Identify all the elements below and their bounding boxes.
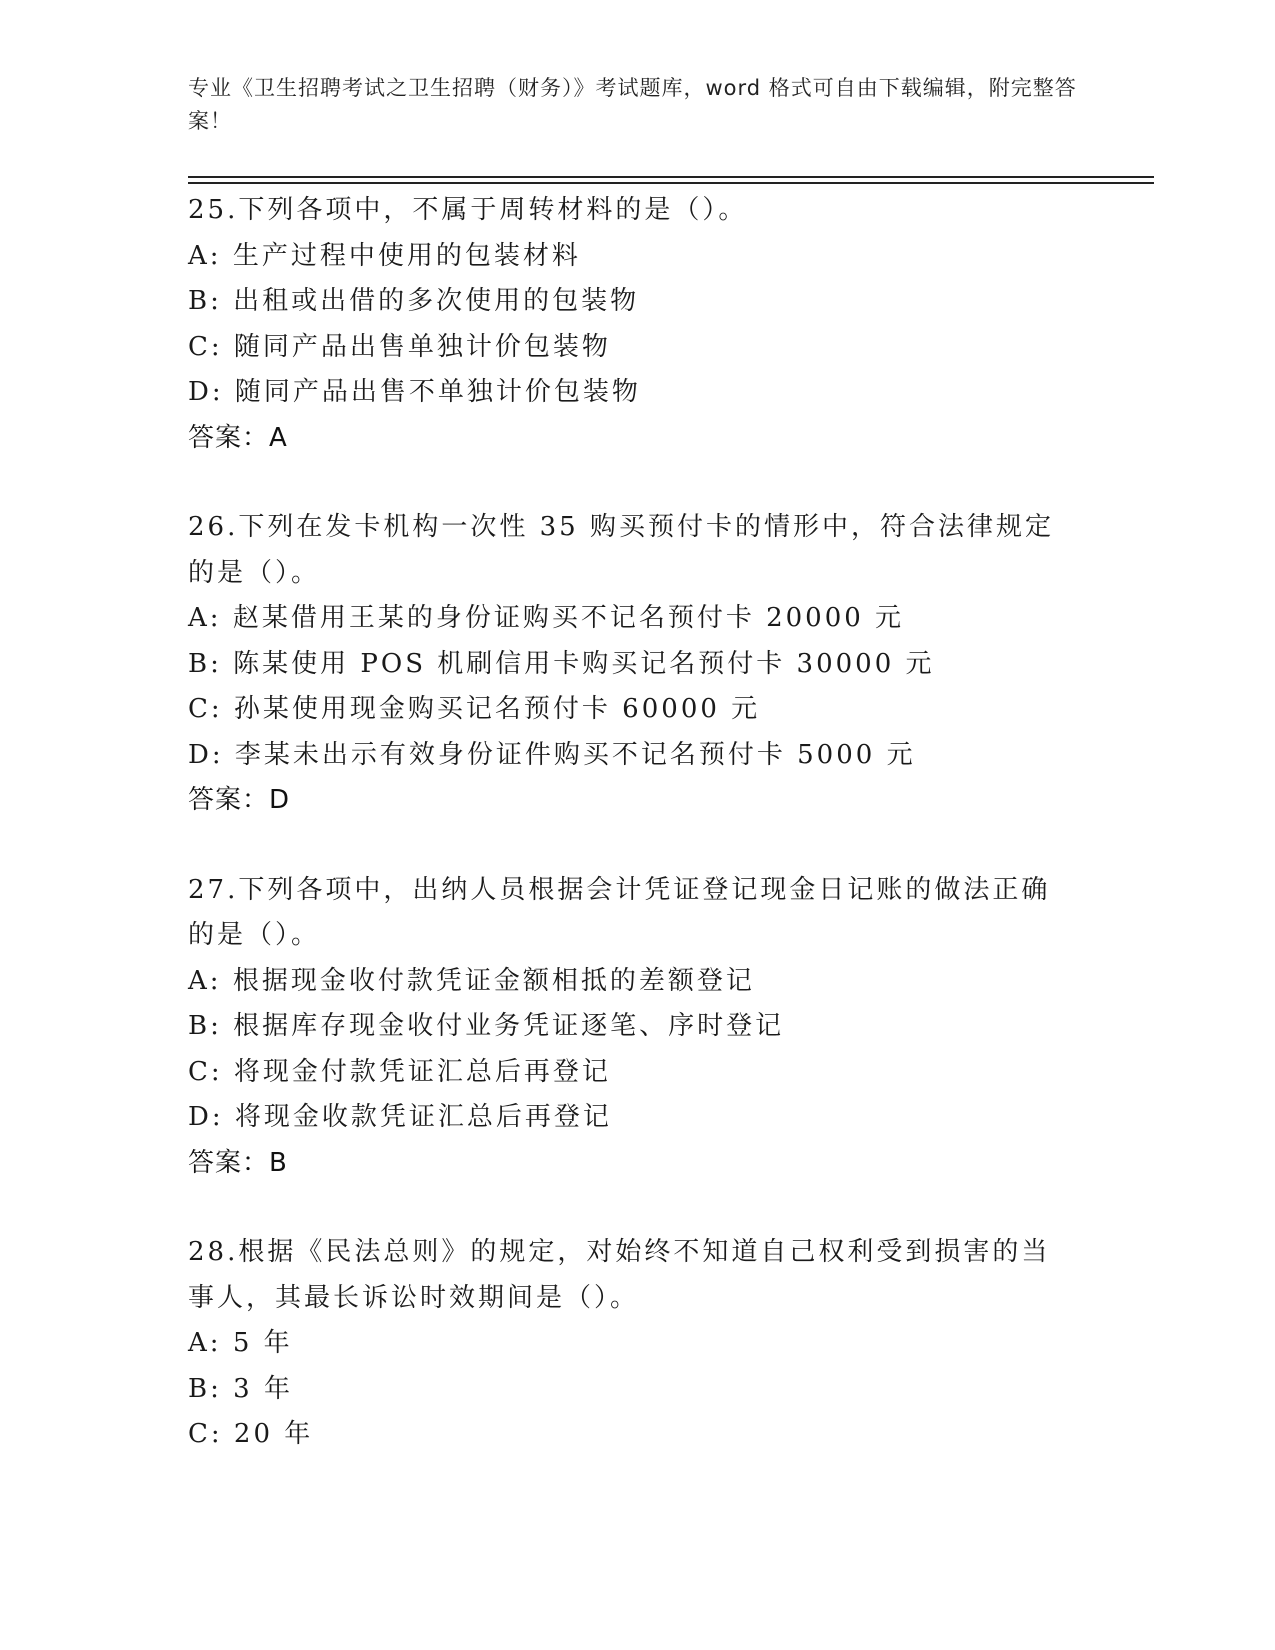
option-c bbox=[188, 1050, 1088, 1096]
question-stem: 25.下列各项中，不属于周转材料的是（）。 bbox=[188, 195, 748, 225]
option-key: B: bbox=[188, 648, 222, 679]
question-item bbox=[188, 505, 1088, 824]
option-key: A: bbox=[188, 965, 222, 996]
option-text: 李某未出示有效身份证件购买不记名预付卡 5000 元 bbox=[234, 739, 916, 770]
option-text: 随同产品出售单独计价包装物 bbox=[233, 331, 611, 362]
question-stem: 27.下列各项中，出纳人员根据会计凭证登记现金日记账的做法正确的是（）。 bbox=[188, 874, 1051, 950]
option-d bbox=[188, 370, 1088, 416]
option-c bbox=[188, 687, 1088, 733]
option-b bbox=[188, 642, 1088, 688]
option-key: C: bbox=[188, 1056, 223, 1087]
header-text: 专业《卫生招聘考试之卫生招聘（财务）》考试题库，word 格式可自由下载编辑，附完整答案！ bbox=[188, 76, 1077, 133]
answer-line: 答案：A bbox=[188, 422, 288, 453]
option-b bbox=[188, 1367, 1088, 1413]
option-a bbox=[188, 1321, 1088, 1367]
header-rule-bottom bbox=[188, 182, 1154, 184]
question-item bbox=[188, 1230, 1088, 1458]
option-a bbox=[188, 596, 1088, 642]
option-d bbox=[188, 733, 1088, 779]
option-text: 20 年 bbox=[233, 1419, 314, 1449]
option-key: A: bbox=[188, 1328, 222, 1358]
option-text: 孙某使用现金购买记名预付卡 60000 元 bbox=[233, 694, 761, 724]
question-item bbox=[188, 188, 1088, 461]
option-key: C: bbox=[188, 331, 223, 362]
question-stem: 26.下列在发卡机构一次性 35 购买预付卡的情形中，符合法律规定的是（）。 bbox=[188, 512, 1054, 588]
option-text: 赵某借用王某的身份证购买不记名预付卡 20000 元 bbox=[232, 603, 905, 633]
option-text: 5 年 bbox=[232, 1328, 293, 1358]
option-key: A: bbox=[188, 603, 222, 633]
document-header bbox=[188, 72, 1088, 138]
option-text: 将现金收款凭证汇总后再登记 bbox=[234, 1102, 612, 1132]
option-text: 根据现金收付款凭证金额相抵的差额登记 bbox=[232, 965, 755, 996]
option-key: D: bbox=[188, 377, 224, 407]
option-b bbox=[188, 279, 1088, 325]
question-item bbox=[188, 868, 1088, 1187]
option-c bbox=[188, 1412, 1088, 1458]
option-key: A: bbox=[188, 240, 222, 271]
option-text: 将现金付款凭证汇总后再登记 bbox=[233, 1056, 611, 1087]
option-key: C: bbox=[188, 694, 223, 724]
answer-line: 答案：B bbox=[188, 1147, 288, 1178]
option-text: 随同产品出售不单独计价包装物 bbox=[234, 377, 641, 407]
header-rule-top bbox=[188, 176, 1154, 178]
option-key: B: bbox=[188, 1373, 222, 1404]
option-key: C: bbox=[188, 1419, 223, 1449]
option-key: D: bbox=[188, 739, 224, 770]
question-list bbox=[188, 188, 1088, 1502]
option-d bbox=[188, 1095, 1088, 1141]
option-b bbox=[188, 1004, 1088, 1050]
option-key: B: bbox=[188, 286, 222, 316]
option-text: 3 年 bbox=[233, 1373, 293, 1404]
option-c bbox=[188, 325, 1088, 371]
option-text: 陈某使用 POS 机刷信用卡购买记名预付卡 30000 元 bbox=[233, 648, 935, 679]
option-key: D: bbox=[188, 1102, 224, 1132]
answer-line: 答案：D bbox=[188, 785, 291, 815]
option-a bbox=[188, 959, 1088, 1005]
option-a bbox=[188, 234, 1088, 280]
option-text: 生产过程中使用的包装材料 bbox=[232, 240, 581, 271]
question-stem: 28.根据《民法总则》的规定，对始终不知道自己权利受到损害的当事人，其最长诉讼时效期间是（）。 bbox=[188, 1237, 1051, 1313]
option-text: 根据库存现金收付业务凭证逐笔、序时登记 bbox=[233, 1011, 785, 1041]
option-key: B: bbox=[188, 1011, 222, 1041]
option-text: 出租或出借的多次使用的包装物 bbox=[233, 286, 640, 316]
